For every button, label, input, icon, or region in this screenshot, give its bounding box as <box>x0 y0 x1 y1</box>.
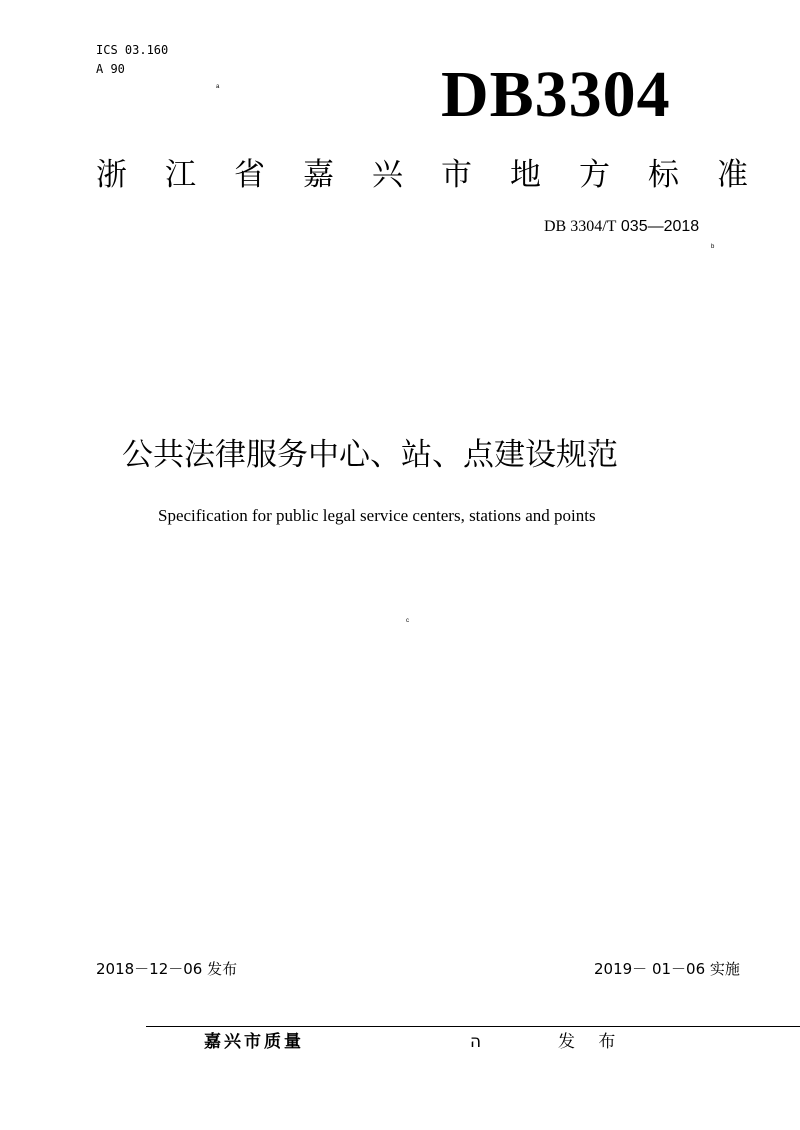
standard-code-number: 035—2018 <box>616 218 700 235</box>
document-title-english: Specification for public legal service centers, stations and points <box>158 506 596 525</box>
standard-type-char: 地 <box>510 157 541 193</box>
ics-code-block <box>96 41 168 79</box>
stray-mark-b: b <box>711 244 715 250</box>
standard-type-heading <box>96 152 748 198</box>
standard-type-char: 标 <box>648 157 679 193</box>
issuer-divider <box>146 1026 800 1027</box>
classification-code: A 90 <box>96 62 125 76</box>
implementation-date: 2019－ 01－06 实施 <box>594 960 740 978</box>
ics-code: ICS 03.160 <box>96 43 169 57</box>
standard-type-char: 嘉 <box>303 157 334 193</box>
standard-type-char: 方 <box>579 157 610 193</box>
stray-mark-c: c <box>406 618 409 624</box>
standard-type-char: 浙 <box>96 157 127 193</box>
issuer-fragment: ה <box>470 1032 482 1052</box>
standard-code <box>544 216 699 238</box>
standard-type-char: 省 <box>234 157 265 193</box>
issue-date: 2018－12－06 发布 <box>96 960 238 978</box>
stray-mark-a: a <box>216 84 220 90</box>
issuer-name: 嘉兴市质量 <box>204 1032 304 1052</box>
standard-type-char: 市 <box>441 157 472 193</box>
standard-type-char: 江 <box>165 157 196 193</box>
standard-type-char: 兴 <box>372 157 403 193</box>
standard-number-large: DB3304 <box>441 58 671 131</box>
standard-code-prefix: DB 3304/T <box>544 218 617 235</box>
issuer-action: 发 布 <box>558 1032 625 1052</box>
document-title-chinese: 公共法律服务中心、站、点建设规范 <box>122 437 618 473</box>
standard-type-char: 准 <box>717 157 748 193</box>
